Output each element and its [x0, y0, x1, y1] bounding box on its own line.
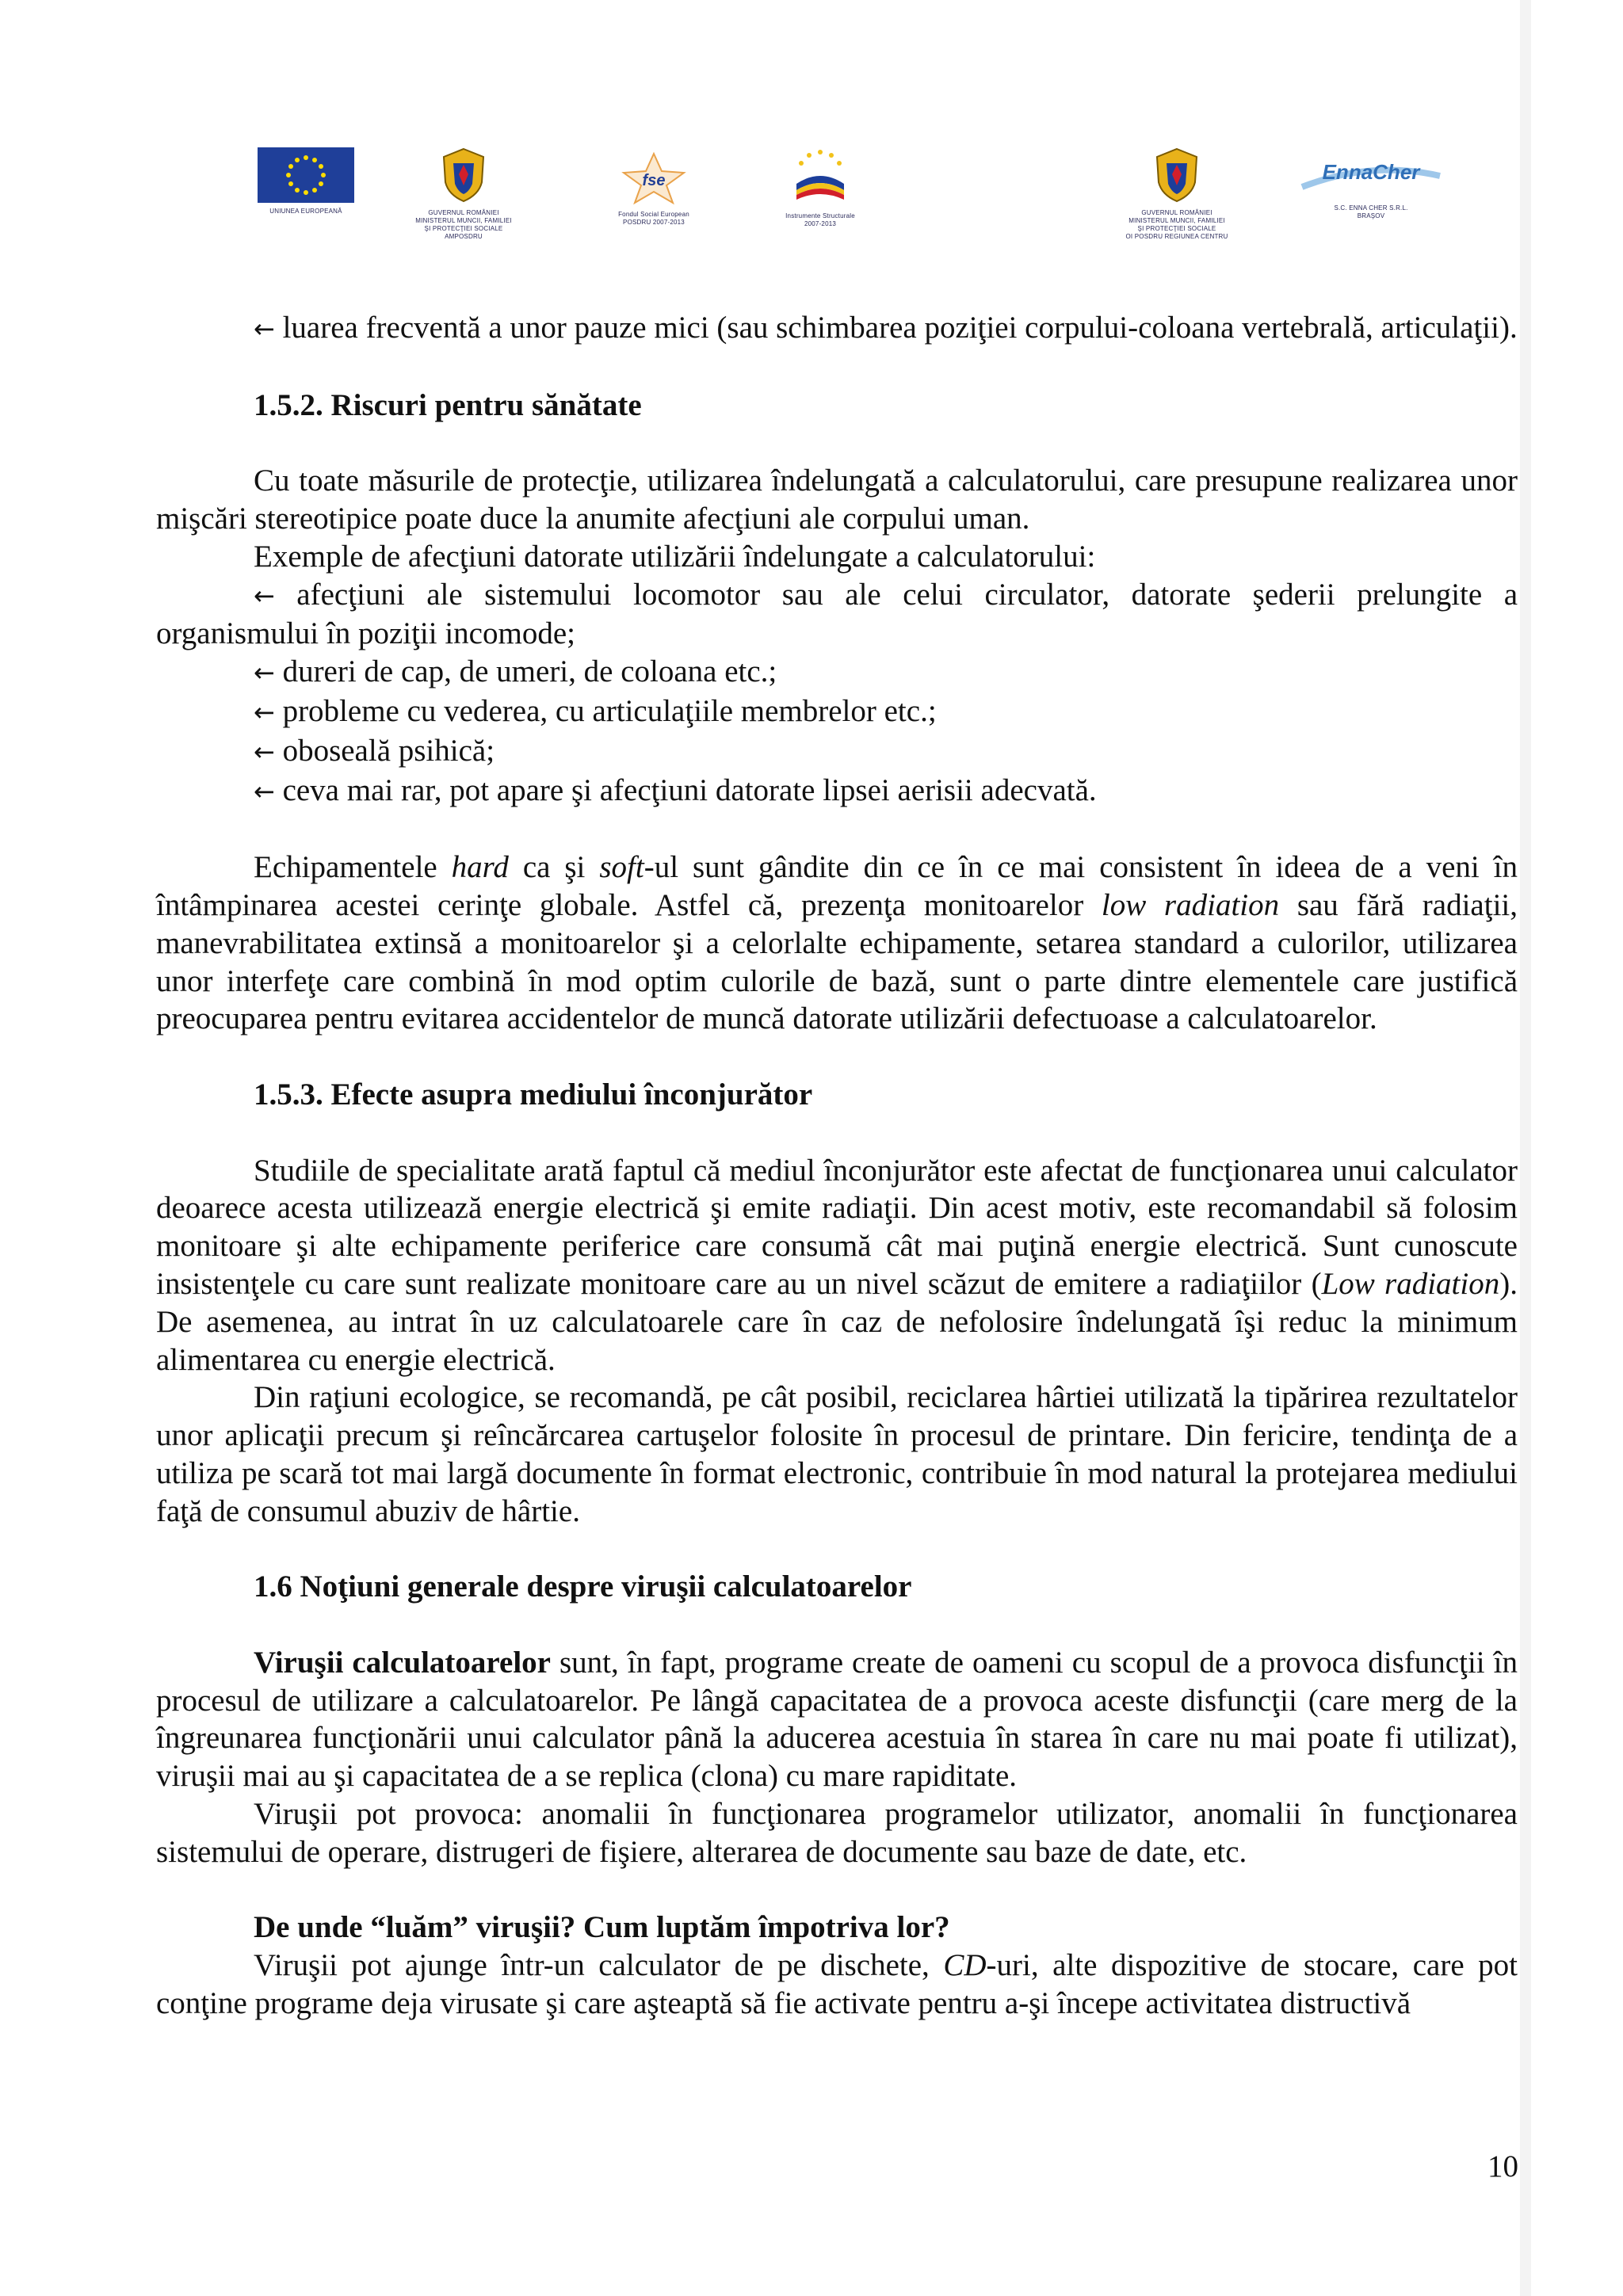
page-number: 10: [1487, 2149, 1518, 2183]
list-item: ← afecţiuni ale sistemului locomotor sau ale celui circulator, datorate şederii prelungite a organismului în poziţii incomode;: [156, 577, 1518, 651]
structural-instruments-icon: [782, 144, 858, 208]
paragraph: Studiile de specialitate arată faptul că mediul înconjurător este afectat de funcţionarea unui calculator deoarece acesta utilizează energie electrică şi emite radiaţii. Din acest motiv, este recomandabil să folosim monitoare şi alte echipamente periferice care consumă cât mai puţină energie electrică. Sunt cunoscute insistenţele cu care sunt realizate monitoare care au un nivel scăzut de emitere a radiaţiilor (Low radiation). De asemenea, au intrat în uz calculatoarele care în caz de nefolosire îndelungată îşi reduc la minimum alimentarea cu energie electrică.: [156, 1153, 1518, 1377]
svg-text:EnnaCher: EnnaCher: [1322, 160, 1420, 184]
coat-of-arms-icon: [1152, 146, 1201, 204]
list-item: ← oboseală psihică;: [254, 733, 495, 768]
arrow-bullet-icon: ←: [254, 736, 275, 767]
ennacher-logo: [1292, 155, 1450, 220]
list-item: ← ceva mai rar, pot apare şi afecţiuni datorate lipsei aerisii adecvată.: [254, 772, 1097, 807]
eu-flag-icon: [258, 147, 354, 203]
arrow-bullet-icon: ←: [254, 776, 275, 807]
arrow-bullet-icon: ←: [254, 580, 275, 611]
section-heading-1-5-3: 1.5.3. Efecte asupra mediului înconjurător: [254, 1077, 813, 1112]
list-item: ← luarea frecventă a unor pauze mici (sau schimbarea poziţiei corpului-coloana vertebrală, articulaţii).: [254, 311, 1518, 345]
section-heading-1-6: 1.6 Noţiuni generale despre viruşii calculatoarelor: [254, 1569, 912, 1604]
ministry-logo-right: [1102, 146, 1252, 241]
ennacher-caption: S.C. ENNA CHER S.R.L. BRAŞOV: [1334, 204, 1408, 219]
paragraph: Viruşii pot ajunge într-un calculator de pe dischete, CD-uri, alte dispozitive de stocare, care pot conţine programe deja virusate şi care aşteaptă să fie activate pentru a-şi începe activitatea distructivă: [156, 1948, 1518, 2021]
ennacher-swoosh-icon: [1296, 155, 1446, 200]
arrow-bullet-icon: ←: [254, 314, 275, 344]
document-body: [156, 309, 1518, 2023]
fse-caption: Fondul Social European POSDRU 2007-2013: [618, 211, 689, 226]
paragraph: Viruşii calculatoarelor sunt, în fapt, programe create de oameni cu scopul de a provoca disfuncţii în procesul de utilizare a calculatoarelor. Pe lângă capacitatea de a provoca aceste disfuncţii (care merg de la îngreunarea funcţionării unui calculator până la aducerea acestuia în starea în care nu mai poate fi utilizat), viruşii mai au şi capacitatea de a se replica (clona) cu mare rapiditate.: [156, 1645, 1518, 1794]
ministry-caption-left: GUVERNUL ROMÂNIEI MINISTERUL MUNCII, FAMILIEI ŞI PROTECŢIEI SOCIALE AMPOSDRU: [415, 209, 512, 240]
logo-header: [230, 136, 1450, 255]
fse-logo: [586, 151, 721, 227]
page-edge-shade: [1520, 0, 1531, 2296]
structural-instruments-caption: Instrumente Structurale 2007-2013: [785, 212, 855, 227]
ministry-logo-left: [396, 146, 531, 241]
paragraph: Cu toate măsurile de protecţie, utilizarea îndelungată a calculatorului, care presupune realizarea unor mişcări stereotipice poate duce la anumite afecţiuni ale corpului uman.: [156, 463, 1518, 536]
svg-text:fse: fse: [642, 172, 666, 189]
fse-star-icon: [616, 151, 692, 206]
arrow-bullet-icon: ←: [254, 696, 275, 727]
list-item: ← probleme cu vederea, cu articulaţiile membrelor etc.;: [254, 693, 937, 728]
ministry-caption-right: GUVERNUL ROMÂNIEI MINISTERUL MUNCII, FAMILIEI ŞI PROTECŢIEI SOCIALE OI POSDRU REGIUNEA CENTRU: [1125, 209, 1228, 240]
paragraph: Viruşii pot provoca: anomalii în funcţionarea programelor utilizator, anomalii în funcţionarea sistemului de operare, distrugeri de fişiere, alterarea de documente sau baze de date, etc.: [156, 1797, 1518, 1869]
eu-caption: UNIUNEA EUROPEANĂ: [269, 208, 342, 215]
coat-of-arms-icon: [439, 146, 488, 204]
arrow-bullet-icon: ←: [254, 658, 275, 688]
subheading-viruses-source: De unde “luăm” viruşii? Cum luptăm împotriva lor?: [254, 1910, 950, 1945]
structural-instruments-logo: [753, 144, 888, 228]
section-heading-1-5-2: 1.5.2. Riscuri pentru sănătate: [254, 387, 642, 422]
paragraph: Exemple de afecţiuni datorate utilizării îndelungate a calculatorului:: [254, 539, 1096, 574]
paragraph: Din raţiuni ecologice, se recomandă, pe cât posibil, reciclarea hârtiei utilizată la tipărirea rezultatelor unor aplicaţii precum şi reîncărcarea cartuşelor folosite în procesul de printare. Din fericire, tendinţa de a utiliza pe scară tot mai largă documente în format electronic, contribuie în mod natural la protejarea mediului faţă de consumul abuziv de hârtie.: [156, 1380, 1518, 1528]
paragraph: Echipamentele hard ca şi soft-ul sunt gândite din ce în ce mai consistent în ideea de a veni în întâmpinarea acestei cerinţe globale. Astfel că, prezenţa monitoarelor low radiation sau fără radiaţii, manevrabilitatea extinsă a monitoarelor şi a celorlalte echipamente, setarea standard a culorilor, utilizarea unor interfeţe care combină în mod optim culorile de bază, sunt o parte dintre elementele care justifică preocuparea pentru evitarea accidentelor de muncă datorate utilizării defectuoase a calculatoarelor.: [156, 850, 1518, 1036]
list-item: ← dureri de cap, de umeri, de coloana etc.;: [254, 654, 777, 689]
eu-logo: [235, 147, 377, 215]
